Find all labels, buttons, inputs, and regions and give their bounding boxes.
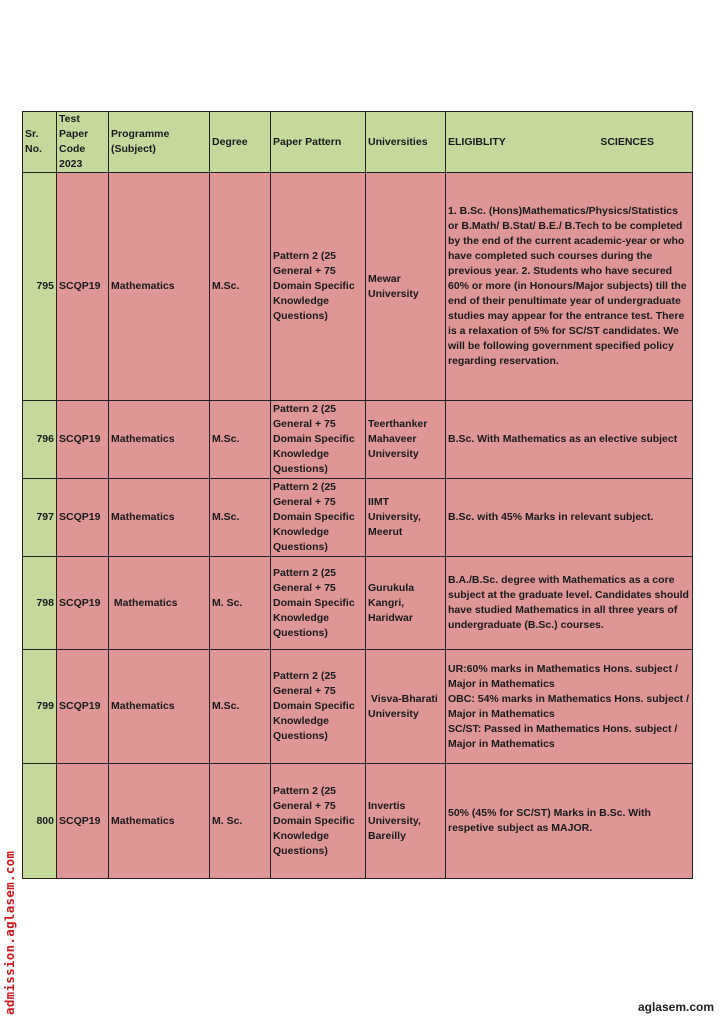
- university-cell: IIMT University, Meerut: [366, 479, 446, 557]
- paper-code-cell: SCQP19: [57, 764, 109, 879]
- paper-code-cell: SCQP19: [57, 557, 109, 650]
- eligibility-cell: 50% (45% for SC/ST) Marks in B.Sc. With respetive subject as MAJOR.: [446, 764, 693, 879]
- degree-cell: M.Sc.: [210, 401, 271, 479]
- eligibility-cell: B.Sc. with 45% Marks in relevant subject.: [446, 479, 693, 557]
- table-row: [23, 173, 693, 401]
- header-degree: Degree: [210, 112, 271, 173]
- degree-cell: M.Sc.: [210, 650, 271, 764]
- paper-pattern-cell: Pattern 2 (25 General + 75 Domain Specific Knowledge Questions): [271, 557, 366, 650]
- sr-no-cell: 799: [23, 650, 57, 764]
- degree-cell: M. Sc.: [210, 557, 271, 650]
- paper-pattern-cell: Pattern 2 (25 General + 75 Domain Specific Knowledge Questions): [271, 401, 366, 479]
- programme-cell: Mathematics: [109, 173, 210, 401]
- sr-no-cell: 798: [23, 557, 57, 650]
- university-cell: Visva-Bharati University: [366, 650, 446, 764]
- paper-code-cell: SCQP19: [57, 650, 109, 764]
- paper-pattern-cell: Pattern 2 (25 General + 75 Domain Specific Knowledge Questions): [271, 650, 366, 764]
- degree-cell: M. Sc.: [210, 764, 271, 879]
- university-cell: Mewar University: [366, 173, 446, 401]
- table-row: [23, 557, 693, 650]
- paper-pattern-cell: Pattern 2 (25 General + 75 Domain Specific Knowledge Questions): [271, 764, 366, 879]
- eligibility-line: SC/ST: Passed in Mathematics Hons. subject / Major in Mathematics: [448, 722, 678, 750]
- stream-label: SCIENCES: [600, 135, 654, 148]
- sr-no-cell: 797: [23, 479, 57, 557]
- university-cell: Teerthanker Mahaveer University: [366, 401, 446, 479]
- university-cell: Invertis University, Bareilly: [366, 764, 446, 879]
- table-row: [23, 650, 693, 764]
- university-cell: Gurukula Kangri, Haridwar: [366, 557, 446, 650]
- table-header-row: [23, 112, 693, 173]
- eligibility-line: OBC: 54% marks in Mathematics Hons. subject / Major in Mathematics: [448, 692, 689, 720]
- paper-pattern-cell: Pattern 2 (25 General + 75 Domain Specific Knowledge Questions): [271, 479, 366, 557]
- programme-cell: Mathematics: [109, 401, 210, 479]
- programme-cell: Mathematics: [109, 557, 210, 650]
- eligibility-cell: 1. B.Sc. (Hons)Mathematics/Physics/Statistics or B.Math/ B.Stat/ B.E./ B.Tech to be completed by the end of the current academic-year or who have completed such courses during the previous year. 2. Students who have secured 60% or more (in Honours/Major subjects) till the end of their penultimate year of undergraduate studies may appear for the entrance test. There is a relaxation of 5% for SC/ST candidates. We will be following government specified policy regarding reservation.: [446, 173, 693, 401]
- header-sr-no: Sr. No.: [23, 112, 57, 173]
- footer-site: aglasem.com: [637, 1000, 714, 1014]
- eligibility-label: ELIGIBLITY: [448, 135, 506, 148]
- header-paper-pattern: Paper Pattern: [271, 112, 366, 173]
- header-test-paper-code: Test Paper Code 2023: [57, 112, 109, 173]
- header-universities: Universities: [366, 112, 446, 173]
- paper-code-cell: SCQP19: [57, 173, 109, 401]
- header-programme: Programme (Subject): [109, 112, 210, 173]
- paper-code-cell: SCQP19: [57, 401, 109, 479]
- programme-cell: Mathematics: [109, 650, 210, 764]
- watermark-text: admission.aglasem.com: [2, 850, 17, 1015]
- eligibility-cell: [446, 650, 693, 764]
- sr-no-cell: 796: [23, 401, 57, 479]
- eligibility-cell: B.Sc. With Mathematics as an elective subject: [446, 401, 693, 479]
- paper-pattern-cell: Pattern 2 (25 General + 75 Domain Specific Knowledge Questions): [271, 173, 366, 401]
- table-row: [23, 479, 693, 557]
- eligibility-line: UR:60% marks in Mathematics Hons. subject / Major in Mathematics: [448, 662, 678, 690]
- programme-cell: Mathematics: [109, 764, 210, 879]
- header-eligibility: [446, 112, 693, 173]
- table-row: [23, 401, 693, 479]
- programme-cell: Mathematics: [109, 479, 210, 557]
- eligibility-table: [22, 111, 693, 879]
- table-row: [23, 764, 693, 879]
- degree-cell: M.Sc.: [210, 479, 271, 557]
- sr-no-cell: 795: [23, 173, 57, 401]
- paper-code-cell: SCQP19: [57, 479, 109, 557]
- degree-cell: M.Sc.: [210, 173, 271, 401]
- eligibility-cell: B.A./B.Sc. degree with Mathematics as a core subject at the graduate level. Candidates should have studied Mathematics in all three years of undergraduate (B.Sc.) courses.: [446, 557, 693, 650]
- sr-no-cell: 800: [23, 764, 57, 879]
